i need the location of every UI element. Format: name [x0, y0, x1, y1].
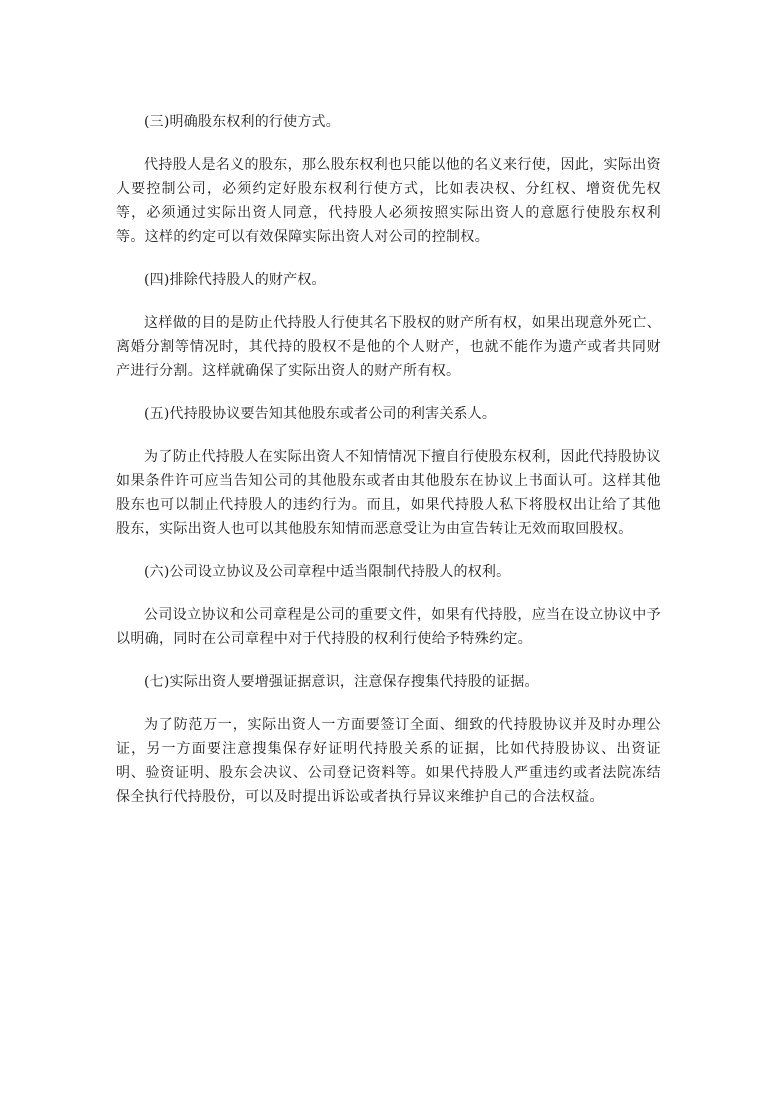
section-body-6: 公司设立协议和公司章程是公司的重要文件，如果有代持股，应当在设立协议中予以明确，同时在公司章程中对于代持股的权利行使给予特殊约定。: [116, 607, 661, 647]
section-heading-5: (五)代持股协议要告知其他股东或者公司的利害关系人。: [144, 406, 497, 422]
section-heading-3: (三)明确股东权利的行使方式。: [144, 114, 340, 130]
section-body-4: 这样做的目的是防止代持股人行使其名下股权的财产所有权，如果出现意外死亡、离婚分割等情况时，其代持的股权不是他的个人财产，也就不能作为遗产或者共同财产进行分割。这样就确保了实际出资人的财产所有权。: [116, 315, 661, 379]
section-body-3: 代持股人是名义的股东，那么股东权利也只能以他的名义来行使，因此，实际出资人要控制公司，必须约定好股东权利行使方式，比如表决权、分红权、增资优先权等，必须通过实际出资人同意，代持股人必须按照实际出资人的意愿行使股东权利等。这样的约定可以有效保障实际出资人对公司的控制权。: [116, 157, 661, 245]
document-page: [116, 110, 661, 809]
section-heading-4: (四)排除代持股人的财产权。: [144, 272, 326, 288]
section-body-5: 为了防止代持股人在实际出资人不知情情况下擅自行使股东权利，因此代持股协议如果条件许可应当告知公司的其他股东或者由其他股东在协议上书面认可。这样其他股东也可以制止代持股人的违约行为。而且，如果代持股人私下将股权出让给了其他股东，实际出资人也可以其他股东知情而恶意受让为由宣告转让无效而取回股权。: [116, 449, 661, 537]
section-heading-7: (七)实际出资人要增强证据意识，注意保存搜集代持股的证据。: [144, 674, 539, 690]
section-heading-6: (六)公司设立协议及公司章程中适当限制代持股人的权利。: [144, 564, 511, 580]
section-body-7: 为了防范万一，实际出资人一方面要签订全面、细致的代持股协议并及时办理公证，另一方面要注意搜集保存好证明代持股关系的证据，比如代持股协议、出资证明、验资证明、股东会决议、公司登记资料等。如果代持股人严重违约或者法院冻结保全执行代持股份，可以及时提出诉讼或者执行异议来维护自己的合法权益。: [116, 717, 661, 805]
